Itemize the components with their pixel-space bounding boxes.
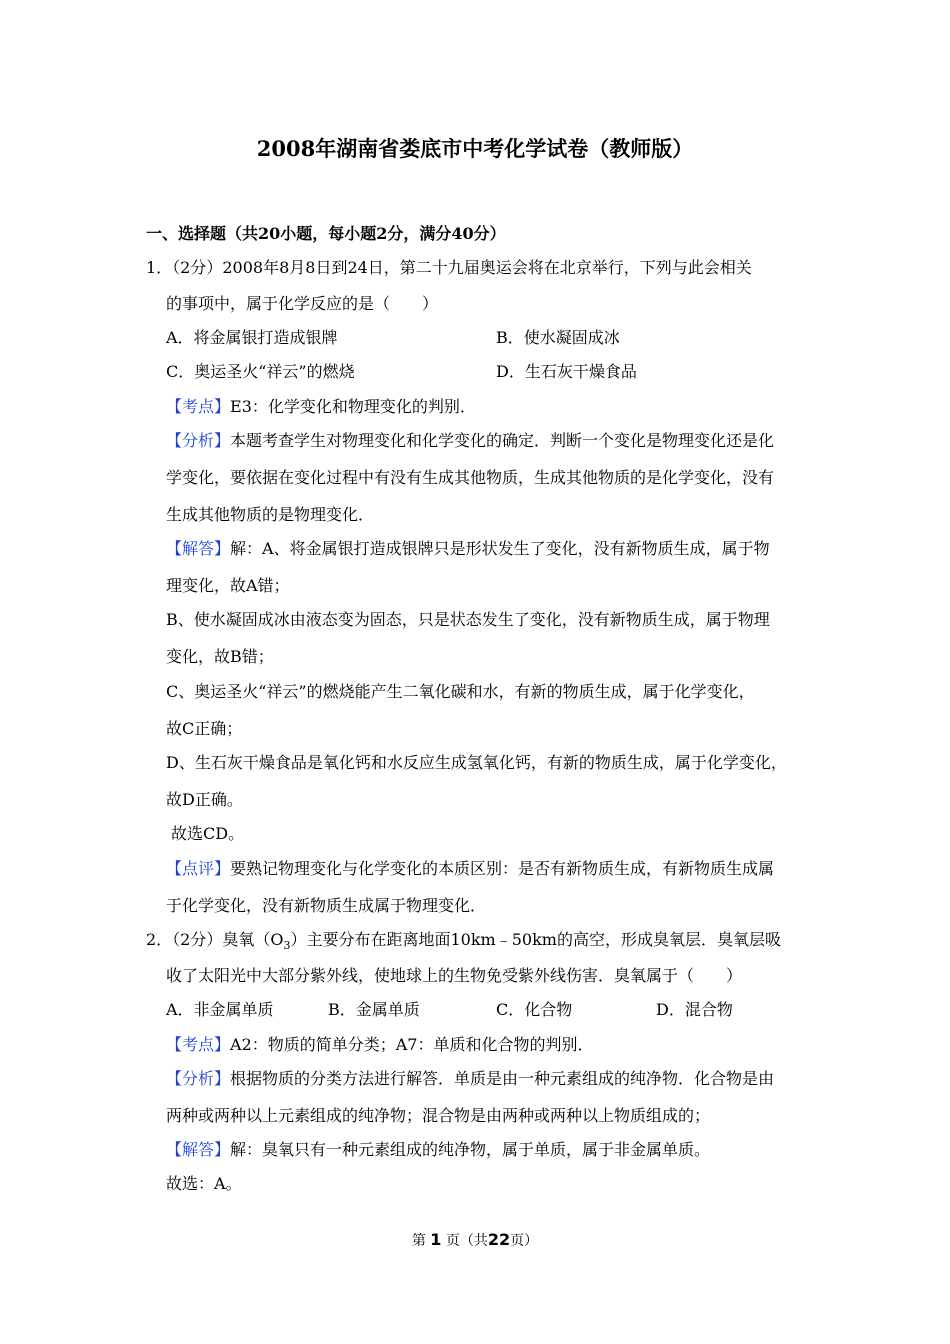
q2-option-a: A．非金属单质 [166, 1000, 274, 1019]
q1-kaodian-text: E3：化学变化和物理变化的判别． [230, 397, 476, 416]
page-total: 22 [487, 1230, 511, 1249]
q1-jieda-line-4: 变化，故B错； [166, 647, 274, 666]
q2-stem-part-a: 2．（2分）臭氧（O [146, 930, 284, 949]
q2-option-b: B．金属单质 [328, 1000, 420, 1019]
q1-fenxi-text-1: 本题考查学生对物理变化和化学变化的确定．判断一个变化是物理变化还是化 [230, 431, 775, 450]
footer-prefix: 第 [411, 1233, 426, 1249]
q1-stem-line-1: 1．（2分）2008年8月8日到24日，第二十九届奥运会将在北京举行，下列与此会相关 [146, 258, 752, 277]
q1-jieda-line-5: C、奥运圣火“祥云”的燃烧能产生二氧化碳和水，有新的物质生成，属于化学变化， [166, 682, 755, 701]
q1-option-c: C．奥运圣火“祥云”的燃烧 [166, 362, 355, 381]
q2-fenxi-line-1 [166, 1069, 774, 1089]
q2-jieda-line-2: 故选：A。 [166, 1174, 242, 1193]
q2-jieda-text-1: 解：臭氧只有一种元素组成的纯净物，属于单质，属于非金属单质。 [230, 1140, 711, 1159]
q1-stem-line-2: 的事项中，属于化学反应的是（ ） [166, 294, 439, 313]
q2-kaodian [166, 1035, 594, 1055]
q2-stem-subscript: 3 [283, 939, 291, 953]
q1-fenxi-line-3: 生成其他物质的是物理变化． [166, 505, 375, 524]
page-footer [0, 1230, 950, 1251]
q1-jieda-line-2: 理变化，故A错； [166, 576, 290, 595]
q1-jieda-line-1 [166, 539, 770, 559]
q1-fenxi-line-2: 学变化，要依据在变化过程中有没有生成其他物质，生成其他物质的是化学变化，没有 [166, 468, 775, 487]
q1-option-d: D．生石灰干燥食品 [496, 362, 637, 381]
q1-jieda-line-8: 故D正确。 [166, 790, 243, 809]
jieda-tag: 【解答】 [166, 539, 231, 558]
q1-jieda-line-9: 故选CD。 [171, 824, 245, 843]
q1-option-a: A．将金属银打造成银牌 [166, 328, 338, 347]
q2-stem-line-2: 收了太阳光中大部分紫外线，使地球上的生物免受紫外线伤害．臭氧属于（ ） [166, 966, 743, 985]
kaodian-tag: 【考点】 [166, 397, 231, 416]
q2-option-d: D．混合物 [656, 1000, 733, 1019]
q2-kaodian-text: A2：物质的简单分类；A7：单质和化合物的判别． [230, 1035, 594, 1054]
dianping-tag: 【点评】 [166, 859, 231, 878]
q2-fenxi-text-1: 根据物质的分类方法进行解答．单质是由一种元素组成的纯净物．化合物是由 [230, 1069, 775, 1088]
q1-option-b: B．使水凝固成冰 [496, 328, 620, 347]
jieda-tag: 【解答】 [166, 1140, 231, 1159]
q1-dianping-text-1: 要熟记物理变化与化学变化的本质区别：是否有新物质生成，有新物质生成属 [230, 859, 775, 878]
kaodian-tag: 【考点】 [166, 1035, 231, 1054]
q2-stem-part-b: ）主要分布在距离地面10km﹣50km的高空，形成臭氧层．臭氧层吸 [290, 930, 781, 949]
q2-option-c: C．化合物 [496, 1000, 573, 1019]
q1-jieda-line-3: B、使水凝固成冰由液态变为固态，只是状态发生了变化，没有新物质生成，属于物理 [166, 610, 770, 629]
q2-stem-line-1 [146, 930, 781, 956]
page-title: 2008年湖南省娄底市中考化学试卷（教师版） [256, 136, 694, 161]
q1-jieda-line-7: D、生石灰干燥食品是氧化钙和水反应生成氢氧化钙，有新的物质生成，属于化学变化， [166, 753, 787, 772]
page-number: 1 [430, 1230, 442, 1249]
fenxi-tag: 【分析】 [166, 1069, 231, 1088]
q1-jieda-text-1: 解：A、将金属银打造成银牌只是形状发生了变化，没有新物质生成，属于物 [230, 539, 770, 558]
q1-fenxi-line-1 [166, 431, 774, 451]
q2-jieda-line-1 [166, 1140, 710, 1160]
footer-middle: 页（共 [445, 1233, 488, 1249]
section-heading: 一、选择题（共20小题，每小题2分，满分40分） [146, 224, 506, 243]
q1-kaodian [166, 397, 476, 417]
q2-fenxi-line-2: 两种或两种以上元素组成的纯净物；混合物是由两种或两种以上物质组成的； [166, 1106, 711, 1125]
footer-suffix: 页） [510, 1233, 539, 1249]
q1-dianping-line-2: 于化学变化，没有新物质生成属于物理变化． [166, 896, 487, 915]
q1-dianping-line-1 [166, 859, 774, 879]
q1-jieda-line-6: 故C正确； [166, 719, 243, 738]
fenxi-tag: 【分析】 [166, 431, 231, 450]
